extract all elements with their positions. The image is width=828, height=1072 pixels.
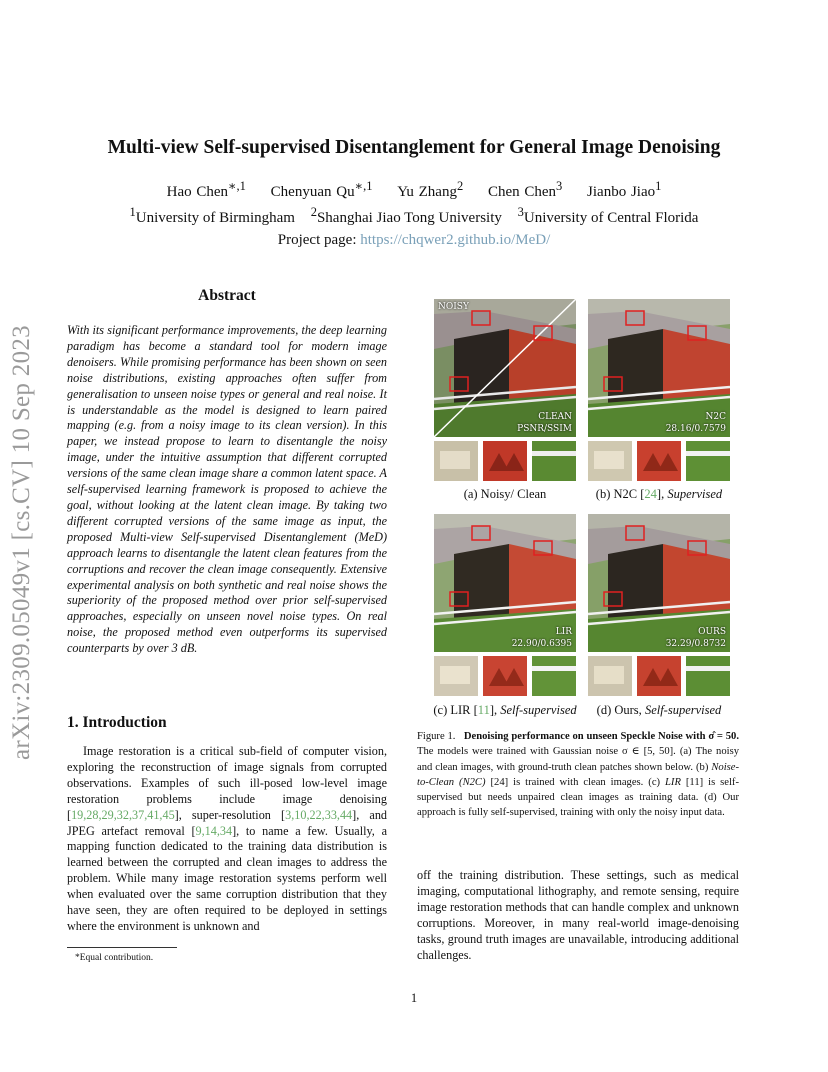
citation-link[interactable]: 24 <box>644 487 657 501</box>
panel-method: N2C <box>705 412 726 422</box>
figure-panel-lir <box>434 514 576 652</box>
author: Yu Zhang$^2$ <box>397 179 464 200</box>
project-link[interactable]: https://chqwer2.github.io/MeD/ <box>360 232 551 248</box>
crop-patches <box>588 656 730 696</box>
crop-strip <box>434 656 576 696</box>
panel-score: 28.16/0.7579 <box>665 424 726 434</box>
footnote-rule <box>67 947 177 948</box>
panel-label: NOISY <box>438 302 469 312</box>
panel-score: 32.29/0.8732 <box>665 639 726 649</box>
footnote: *Equal contribution. <box>75 953 154 963</box>
citation-link[interactable]: 9,14,34 <box>195 823 233 838</box>
author: Jianbo Jiao$^1$ <box>587 179 662 200</box>
author-list <box>0 178 828 201</box>
panel-score: 22.90/0.6395 <box>511 639 572 649</box>
paper-title: Multi-view Self-supervised Disentanglement for General Image Denoising <box>107 137 721 158</box>
author: Hao Chen$^{∗,1}$ <box>166 179 246 200</box>
affiliation: $^1$University of Birmingham <box>129 205 295 226</box>
panel-score: PSNR/SSIM <box>517 424 572 434</box>
crop-strip <box>588 441 730 481</box>
figure-panel-ours <box>588 514 730 652</box>
author: Chen Chen$^3$ <box>487 179 563 200</box>
affiliation: $^3$University of Central Florida <box>517 205 699 226</box>
subcaption-d: (d) Ours, Self-supervised <box>596 703 722 717</box>
abstract-text: With its significant performance improvements, the deep learning paradigm has become a standard tool for modern image denoisers. While promising performance has been shown on seen noise distributions, existing approaches often suffer from generalisation to unseen noise types or general and real noise. It is understandable as the model is designed to learn paired mapping (e.g. from a noisy image to its clean version). In this paper, we instead propose to learn to disentangle the noisy image, under the intuitive assumption that different corrupted versions of the same clean image share a common latent space. A self-supervised learning framework is proposed to achieve the goal, without looking at the latent clean image. By taking two different corrupted versions of the same image as input, the proposed Multi-view Self-supervised Disentanglement (MeD) approach learns to disentangle the latent clean features from the corruptions and recover the clean image consequently. Extensive experimental analysis on both synthetic and real noise shows the superiority of the proposed method over prior self-supervised approaches, especially on unseen novel noise types. On real noise, the proposed method even outperforms its supervised counterparts by over 3 dB. <box>67 323 387 656</box>
crop-strip <box>588 656 730 696</box>
bridge-image-lir <box>434 514 576 652</box>
author: Chenyuan $Qu^{∗,1}$ <box>270 179 373 200</box>
panel-method: OURS <box>698 627 726 637</box>
body-paragraph: off the training distribution. These settings, such as medical imaging, computational lithography, and remote sensing, require image restoration methods that can handle complex and unknown corruptions. Moreover, in many real-world image-denoising tasks, ground truth images are unavailable, introducing additional challenges. <box>417 868 739 962</box>
crop-patches <box>434 656 576 696</box>
panel-method: LIR <box>555 627 572 637</box>
affiliation: $^2$Shanghai Jiao Tong University <box>310 205 502 226</box>
crop-patches <box>434 441 576 481</box>
arxiv-stamp: arXiv:2309.05049v1 [cs.CV] 10 Sep 2023 <box>8 325 35 760</box>
panel-method: CLEAN <box>538 412 572 422</box>
project-label: Project page: <box>277 232 361 248</box>
citation-link[interactable]: 3,10,22,33,44 <box>285 807 353 822</box>
subcaption-b: (b) N2C [24], Supervised <box>595 487 723 501</box>
subcaption-a: (a) Noisy/ Clean <box>463 487 547 501</box>
figure-panel-n2c <box>588 299 730 437</box>
crop-strip <box>434 441 576 481</box>
citation-link[interactable]: 19,28,29,32,37,41,45 <box>71 807 175 822</box>
intro-heading: 1. Introduction <box>67 714 167 731</box>
intro-paragraph: Image restoration is a critical sub-field of computer vision, exploring the reconstruction of image signals from corrupted observations. Examples of such ill-posed low-level image restoration problems include image denoising [19,28,29,32,37,41,45], super-resolution [3,10,22,33,44], and JPEG artefact removal [9,14,34], to name a few. Usually, a mapping function dedicated to the training data distribution is learned between the corrupted and clean images to address the problem. While many image restoration systems perform well when evaluated over the same corruption distribution that they have seen, they are often required to be deployed in settings where the environment is unknown and <box>67 744 388 933</box>
affiliations <box>0 205 828 227</box>
subcaption-c: (c) LIR [11], Self-supervised <box>433 703 577 717</box>
citation-link[interactable]: 11 <box>477 703 490 717</box>
figure-caption: Figure 1. Denoising performance on unseen Speckle Noise with σ̂ = 50. The models were trained with Gaussian noise σ ∈ [5, 50]. (a) The noisy and clean images, with ground-truth clean patches shown below. (b) Noise-to-Clean (N2C) [24] is trained with clean images. (c) LIR [11] is self-supervised but needs unpaired clean images as training data. (d) Our approach is fully self-supervised, training with only the noisy input data. <box>417 731 739 819</box>
crop-patches <box>588 441 730 481</box>
abstract-heading: Abstract <box>198 287 256 304</box>
project-page <box>0 232 828 249</box>
figure-panel-noisy-clean <box>434 299 576 437</box>
page-number: 1 <box>410 991 418 1005</box>
